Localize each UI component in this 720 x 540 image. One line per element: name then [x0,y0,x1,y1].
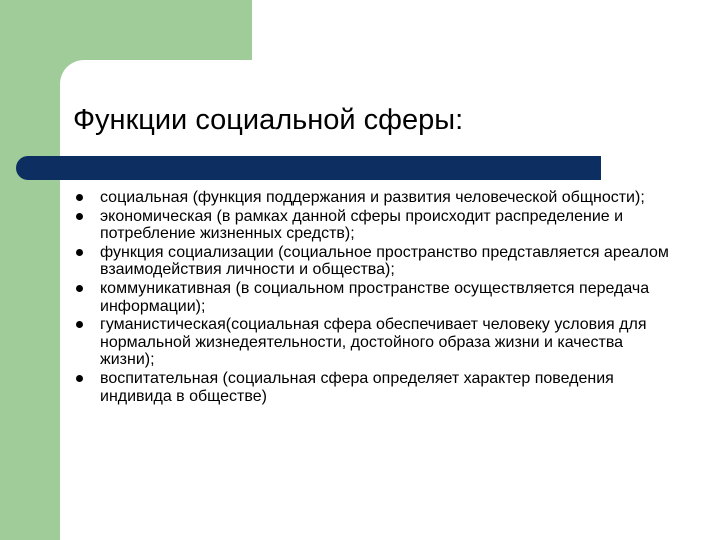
list-item [73,189,673,207]
bullet-icon [76,321,83,328]
list-item [73,208,673,243]
list-item-text: экономическая (в рамках данной сферы происходит распределение и потребление жизненных средств); [100,207,624,243]
list-item-text: функция социализации (социальное пространство представляется ареалом взаимодействия личности и общества); [100,243,669,279]
functions-list [73,189,673,406]
list-item [73,244,673,279]
list-item [73,316,673,369]
list-item-text: коммуникативная (в социальном пространстве осуществляется передача информации); [100,279,650,315]
bullet-icon [76,375,83,382]
list-item-text: воспитательная (социальная сфера определяет характер поведения индивида в обществе) [100,369,614,405]
slide-title: Функции социальной сферы: [73,104,464,136]
bullet-icon [76,285,83,292]
list-item-text: гуманистическая(социальная сфера обеспечивает человеку условия для нормальной жизнедеятельности, достойного образа жизни и качества жизни); [100,316,647,369]
title-underline-bar [16,156,601,180]
list-item-text: социальная (функция поддержания и развития человеческой общности); [100,189,645,206]
bullet-icon [76,213,83,220]
bullet-icon [76,194,83,201]
list-item [73,280,673,315]
bullet-icon [76,249,83,256]
list-item [73,370,673,405]
